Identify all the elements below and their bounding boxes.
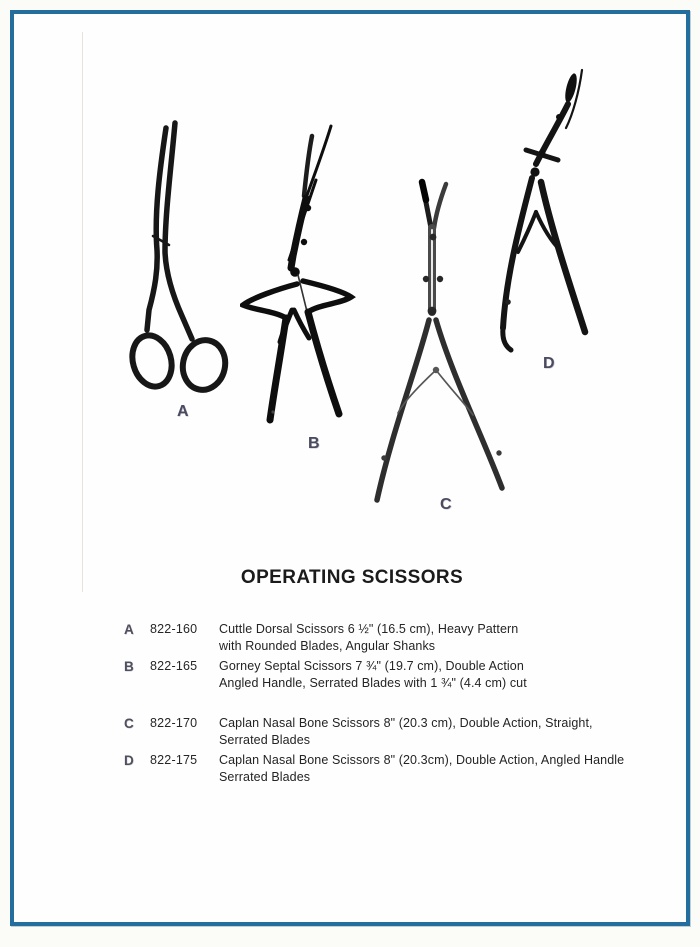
item-code: 822-175 — [150, 753, 198, 767]
item-description — [219, 658, 527, 692]
figure-label-a: A — [177, 403, 190, 420]
item-description-line2: with Rounded Blades, Angular Shanks — [219, 639, 436, 653]
nasal-bone-scissors-angled-icon — [484, 62, 632, 358]
item-description — [219, 752, 624, 786]
item-description-line2: Serrated Blades — [219, 733, 311, 747]
item-description-line1: Caplan Nasal Bone Scissors 8" (20.3cm), Double Action, Angled Handle — [219, 753, 625, 767]
item-description-line2: Angled Handle, Serrated Blades with 1 ¾" (4.4 cm) cut — [219, 676, 527, 690]
item-code: 822-170 — [150, 716, 198, 730]
item-description-line1: Caplan Nasal Bone Scissors 8" (20.3 cm), Double Action, Straight, — [219, 716, 593, 730]
cuttle-dorsal-scissors-illustration — [128, 118, 250, 410]
item-letter: D — [124, 752, 134, 768]
item-code: 822-160 — [150, 622, 198, 636]
item-letter: A — [124, 621, 134, 637]
page-title: OPERATING SCISSORS — [240, 567, 464, 588]
item-description — [219, 621, 518, 655]
page-edge-line — [82, 32, 83, 592]
figure-label-c: C — [440, 496, 453, 513]
catalog-item-row-b — [124, 658, 664, 692]
septal-scissors-icon — [240, 110, 358, 432]
item-code: 822-165 — [150, 659, 198, 673]
item-description — [219, 715, 593, 749]
catalog-item-row-d — [124, 752, 664, 786]
gorney-septal-scissors-illustration — [240, 110, 358, 432]
item-letter: C — [124, 715, 134, 731]
caplan-nasal-bone-scissors-angled-illustration — [484, 62, 632, 358]
item-description-line2: Serrated Blades — [219, 770, 311, 784]
item-description-line1: Cuttle Dorsal Scissors 6 ½" (16.5 cm), Heavy Pattern — [219, 622, 519, 636]
figure-label-d: D — [543, 355, 556, 372]
scissors-icon — [128, 118, 250, 410]
figure-label-b: B — [308, 435, 321, 452]
border-frame — [10, 10, 690, 926]
catalog-item-row-c — [124, 715, 664, 749]
catalog-item-row-a — [124, 621, 664, 655]
item-letter: B — [124, 658, 134, 674]
item-description-line1: Gorney Septal Scissors 7 ¾" (19.7 cm), Double Action — [219, 659, 524, 673]
